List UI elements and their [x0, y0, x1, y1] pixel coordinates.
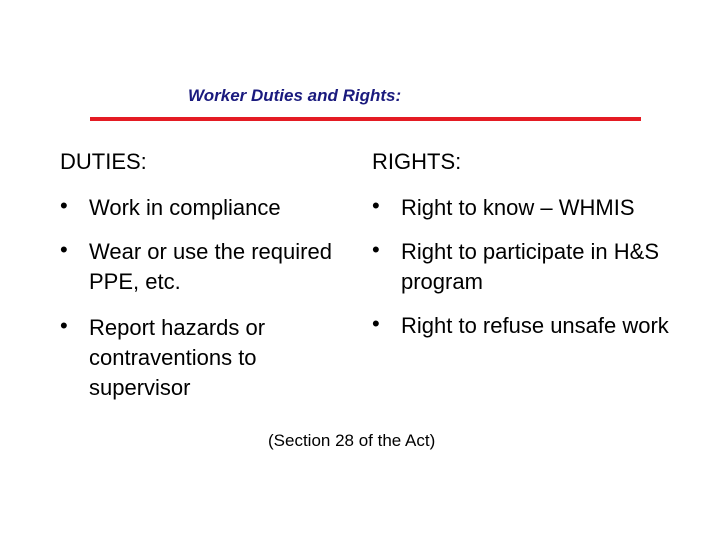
- bullet-icon: •: [372, 237, 380, 262]
- duty-item: [60, 313, 350, 403]
- rights-list: [372, 193, 672, 341]
- bullet-icon: •: [372, 193, 380, 218]
- bullet-icon: •: [60, 237, 68, 262]
- duties-heading: DUTIES:: [60, 149, 147, 174]
- right-item-text: Right to know – WHMIS: [401, 195, 635, 220]
- right-item-text: Right to participate in H&S program: [401, 239, 660, 294]
- rights-heading: RIGHTS:: [372, 149, 462, 174]
- right-item-text: Right to refuse unsafe work: [401, 313, 669, 338]
- duty-item-text: Report hazards or contraventions to supervisor: [89, 315, 266, 400]
- slide-title: Worker Duties and Rights:: [188, 86, 402, 105]
- duty-item: [60, 237, 350, 297]
- section-footnote: (Section 28 of the Act): [268, 431, 436, 450]
- bullet-icon: •: [60, 193, 68, 218]
- right-item: [372, 237, 672, 297]
- duty-item: [60, 193, 350, 223]
- duties-list: [60, 193, 350, 403]
- duty-item-text: Work in compliance: [89, 195, 281, 220]
- bullet-icon: •: [60, 313, 68, 338]
- title-underline: [90, 117, 641, 121]
- bullet-icon: •: [372, 311, 380, 336]
- right-item: [372, 193, 672, 223]
- right-item: [372, 311, 672, 341]
- duty-item-text: Wear or use the required PPE, etc.: [89, 239, 332, 294]
